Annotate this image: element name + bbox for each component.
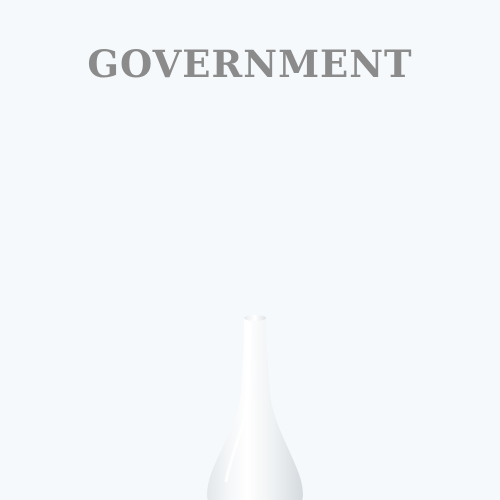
headline-title: GOVERNMENT bbox=[87, 42, 413, 86]
vase-body bbox=[207, 318, 303, 500]
vase-rim bbox=[244, 315, 266, 321]
white-vase-icon bbox=[200, 312, 310, 500]
